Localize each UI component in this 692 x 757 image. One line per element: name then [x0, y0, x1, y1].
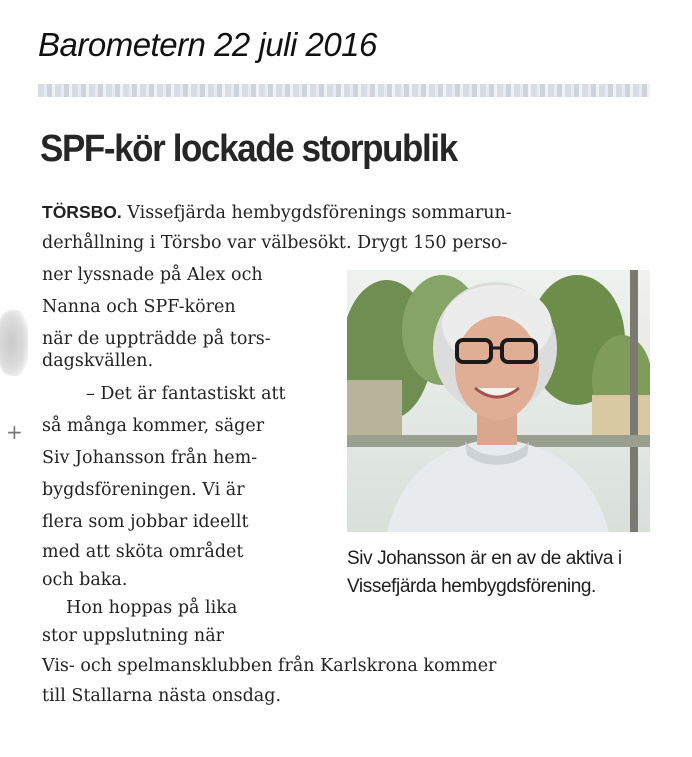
body-line-16: Vis- och spelmansklubben från Karlskrona kommer	[42, 656, 497, 676]
body-line-3: ner lyssnade på Alex och	[42, 265, 263, 285]
body-line-11: flera som jobbar ideellt	[42, 512, 249, 532]
dateline: TÖRSBO.	[42, 202, 122, 222]
body-line-12: med att sköta området	[42, 542, 244, 562]
body-line-7: – Det är fantastiskt att	[86, 384, 286, 404]
scan-artifact	[0, 310, 28, 376]
body-line-5: när de uppträdde på tors-	[42, 329, 271, 349]
body-line-4: Nanna och SPF-kören	[42, 297, 236, 317]
body-line-6: dagskvällen.	[42, 351, 154, 371]
body-line-1: TÖRSBO. Vissefjärda hembygdsförenings sommarun-	[42, 202, 512, 223]
body-line-9: Siv Johansson från hem-	[42, 448, 258, 468]
portrait-photo-icon	[347, 270, 650, 532]
body-line-17: till Stallarna nästa onsdag.	[42, 686, 282, 706]
body-line-15: stor uppslutning när	[42, 626, 225, 646]
body-line-10: bygdsföreningen. Vi är	[42, 480, 245, 500]
article-headline: SPF-kör lockade storpublik	[40, 128, 457, 170]
section-bar	[38, 84, 650, 97]
crop-mark-icon: +	[6, 420, 23, 444]
body-line-14: Hon hoppas på lika	[66, 598, 238, 618]
body-line-13: och baka.	[42, 570, 128, 590]
newspaper-header: Barometern 22 juli 2016	[38, 26, 377, 63]
body-line-8: så många kommer, säger	[42, 416, 265, 436]
portrait-photo	[347, 270, 650, 532]
body-line-2: derhållning i Törsbo var välbesökt. Drygt 150 perso-	[42, 233, 508, 253]
photo-caption: Siv Johansson är en av de aktiva i Vissefjärda hembygdsförening.	[347, 548, 622, 597]
